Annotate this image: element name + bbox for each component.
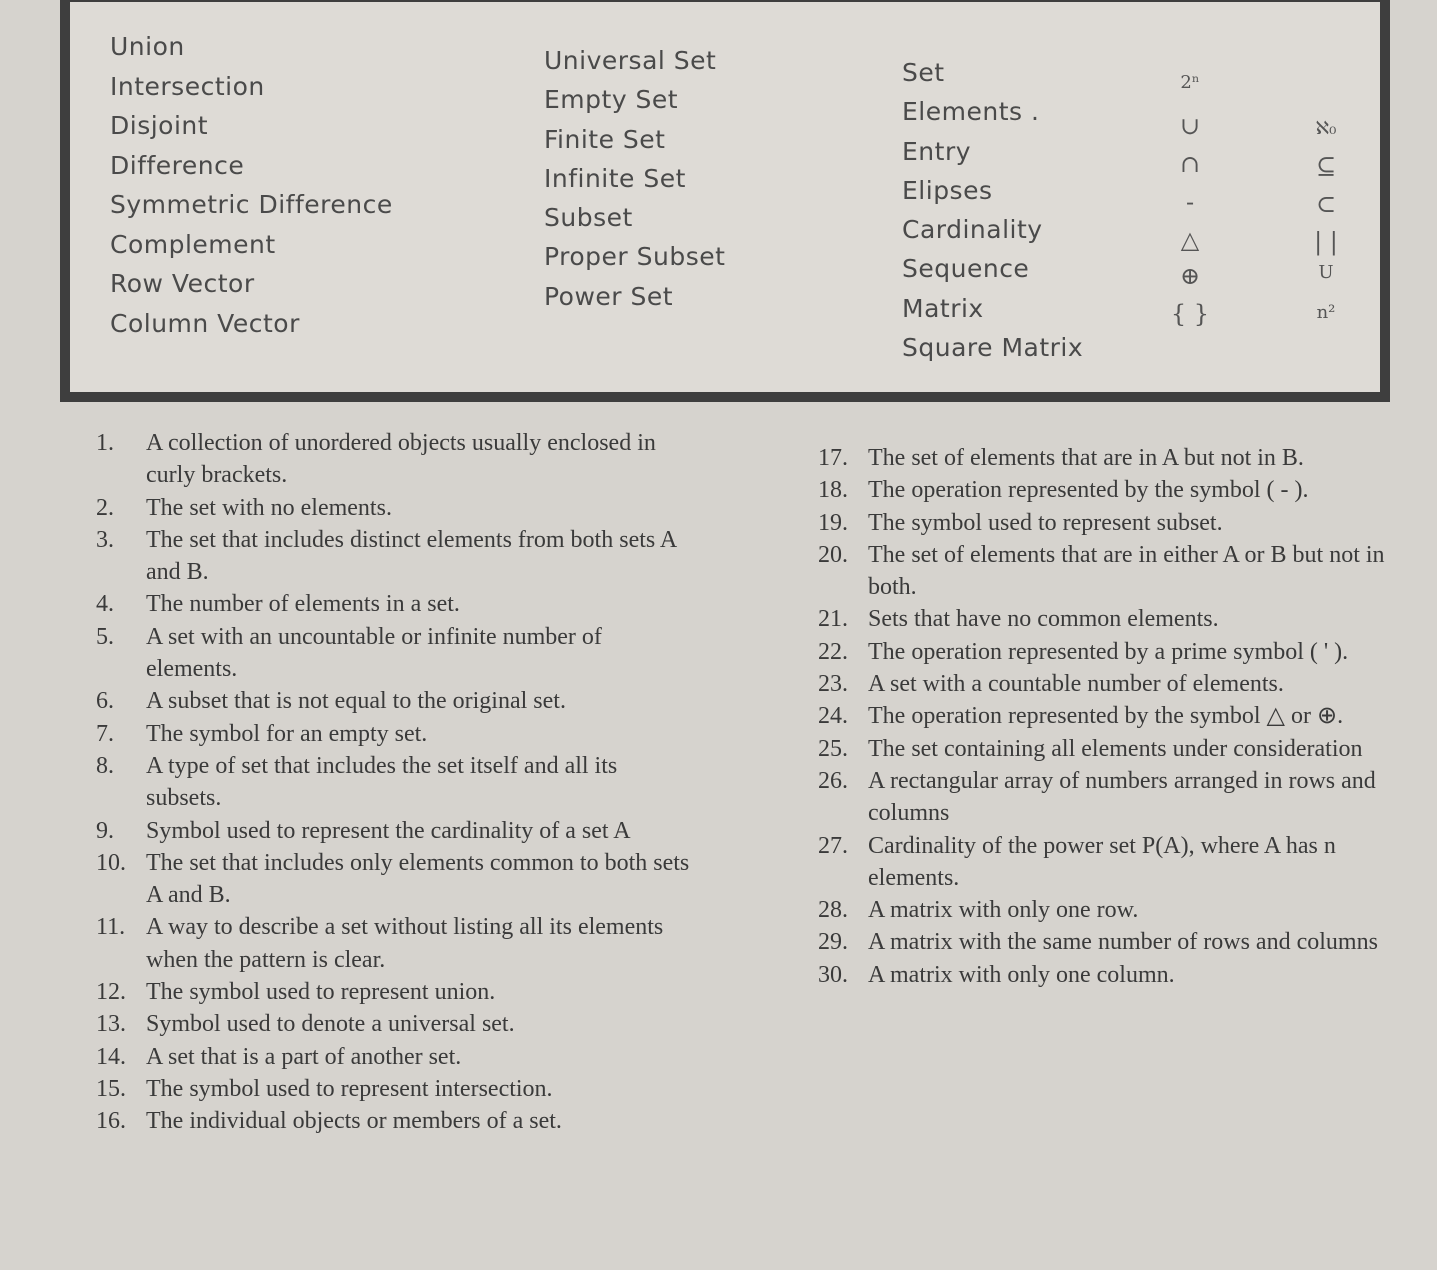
question-number: 1.	[96, 430, 114, 456]
question-text: Sets that have no common elements.	[868, 606, 1219, 633]
question-item	[96, 1041, 696, 1073]
question-item	[96, 847, 696, 912]
question-number: 28.	[818, 897, 848, 924]
question-text: A type of set that includes the set itself and all its subsets.	[146, 752, 618, 812]
intersection-symbol: ∩	[1179, 150, 1201, 178]
question-number: 18.	[818, 477, 848, 504]
questions-left-column	[96, 427, 696, 1138]
question-number: 22.	[818, 638, 848, 665]
word-bank-term: Proper Subset	[544, 242, 726, 272]
question-item	[818, 830, 1398, 895]
triangle-symbol: △	[1180, 226, 1200, 254]
question-number: 10.	[96, 849, 126, 876]
question-item	[818, 442, 1398, 474]
question-item	[96, 1073, 696, 1105]
question-text: A set that is a part of another set.	[146, 1043, 462, 1070]
word-bank-term: Column Vector	[110, 308, 300, 338]
question-number: 15.	[96, 1075, 126, 1102]
word-bank-term: Symmetric Difference	[110, 190, 393, 219]
question-number: 4.	[96, 591, 114, 618]
question-text: A set with an uncountable or infinite number of elements.	[146, 623, 602, 683]
question-item	[818, 668, 1398, 700]
question-item	[96, 718, 696, 750]
question-text: The individual objects or members of a set.	[146, 1108, 562, 1135]
question-number: 27.	[818, 832, 848, 859]
question-number: 20.	[818, 541, 848, 568]
question-number: 16.	[96, 1108, 126, 1135]
question-text: The operation represented by a prime symbol ( ' ).	[868, 638, 1349, 665]
question-text: A subset that is not equal to the original set.	[146, 688, 566, 715]
question-item	[96, 524, 696, 589]
question-item	[96, 815, 696, 847]
question-text: The operation represented by the symbol △ or ⊕.	[868, 703, 1344, 730]
circled-plus-symbol: ⊕	[1179, 262, 1201, 290]
word-bank-term: Difference	[110, 150, 245, 180]
question-number: 29.	[818, 929, 848, 956]
word-bank-column-2	[544, 46, 725, 321]
word-bank-term: Union	[110, 32, 185, 61]
question-text: A way to describe a set without listing all its elements when the pattern is clear.	[146, 914, 664, 973]
question-text: The set of elements that are in either A or B but not in both.	[868, 541, 1385, 601]
question-text: The set that includes distinct elements from both sets A and B.	[146, 526, 676, 586]
question-item	[818, 926, 1398, 958]
question-number: 8.	[96, 752, 114, 779]
question-item	[96, 621, 696, 686]
question-text: The symbol used to represent intersection.	[146, 1075, 553, 1102]
word-bank-term: Matrix	[902, 293, 984, 323]
word-bank-term: Row Vector	[110, 269, 255, 298]
question-text: Symbol used to denote a universal set.	[146, 1011, 515, 1038]
question-item	[96, 750, 696, 815]
question-item	[96, 976, 696, 1008]
question-number: 19.	[818, 509, 848, 536]
question-text: The set containing all elements under consideration	[868, 735, 1363, 762]
question-number: 7.	[96, 720, 114, 747]
subset-equal-symbol: ⊆	[1315, 152, 1337, 180]
question-item	[818, 507, 1398, 539]
word-bank-box	[60, 0, 1390, 402]
question-text: The symbol for an empty set.	[146, 720, 428, 747]
question-text: A collection of unordered objects usually enclosed in curly brackets.	[146, 430, 656, 489]
question-number: 3.	[96, 526, 114, 553]
question-text: The symbol used to represent union.	[146, 979, 496, 1006]
word-bank-term: Cardinality	[902, 215, 1043, 245]
question-text: The symbol used to represent subset.	[868, 509, 1223, 536]
question-item	[818, 700, 1398, 732]
word-bank-term: Finite Set	[544, 124, 666, 154]
question-text: The set that includes only elements common to both sets A and B.	[146, 849, 690, 909]
question-text: The set with no elements.	[146, 494, 392, 521]
question-number: 11.	[96, 914, 126, 941]
question-number: 14.	[96, 1043, 126, 1070]
word-bank-term: Sequence	[902, 254, 1030, 284]
word-bank-term: Infinite Set	[544, 163, 686, 193]
word-bank-term: Square Matrix	[902, 333, 1084, 363]
question-number: 24.	[818, 703, 848, 730]
question-text: The number of elements in a set.	[146, 591, 460, 618]
word-bank-term: Elipses	[902, 175, 993, 205]
question-text: A matrix with the same number of rows and columns	[868, 929, 1378, 956]
word-bank-term: Elements .	[902, 97, 1040, 127]
question-number: 5.	[96, 623, 114, 650]
question-number: 21.	[818, 606, 848, 633]
question-text: The set of elements that are in A but not in B.	[868, 445, 1304, 471]
difference-symbol: -	[1185, 188, 1195, 216]
question-number: 2.	[96, 494, 114, 521]
question-number: 9.	[96, 817, 114, 844]
question-text: Cardinality of the power set P(A), where A has n elements.	[868, 832, 1336, 891]
question-item	[96, 1008, 696, 1040]
question-text: Symbol used to represent the cardinality of a set A	[146, 817, 631, 844]
question-number: 23.	[818, 671, 848, 698]
question-item	[818, 959, 1398, 991]
question-text: A matrix with only one column.	[868, 961, 1175, 988]
word-bank-term: Complement	[110, 229, 276, 259]
question-item	[96, 492, 696, 524]
question-item	[96, 427, 696, 492]
curly-brackets-symbol: { }	[1170, 300, 1210, 328]
questions-right-column	[818, 442, 1398, 991]
question-item	[96, 685, 696, 717]
question-item	[818, 474, 1398, 506]
question-number: 17.	[818, 445, 848, 471]
word-bank-term: Empty Set	[544, 85, 679, 115]
question-number: 26.	[818, 767, 848, 794]
question-item	[96, 1105, 696, 1137]
union-symbol: ∪	[1179, 112, 1201, 140]
word-bank-term: Disjoint	[110, 111, 209, 140]
word-bank-column-1	[110, 32, 393, 348]
question-text: The operation represented by the symbol ( - ).	[868, 477, 1309, 504]
question-number: 25.	[818, 735, 848, 762]
power-set-symbol: 2ⁿ	[1180, 72, 1200, 93]
n-squared-symbol: n²	[1316, 302, 1336, 323]
question-item	[96, 911, 696, 976]
aleph-null-symbol: ℵ₀	[1315, 118, 1337, 139]
question-item	[818, 894, 1398, 926]
universal-set-symbol: U	[1318, 262, 1334, 283]
question-item	[818, 636, 1398, 668]
question-text: A rectangular array of numbers arranged in rows and columns	[868, 767, 1376, 827]
question-number: 12.	[96, 979, 126, 1006]
word-bank-term: Intersection	[110, 71, 265, 101]
question-number: 6.	[96, 688, 114, 715]
word-bank-term: Entry	[902, 136, 972, 166]
question-item	[96, 588, 696, 620]
question-item	[818, 733, 1398, 765]
cardinality-bars-symbol: | |	[1314, 228, 1338, 256]
question-item	[818, 765, 1398, 830]
question-number: 30.	[818, 961, 848, 988]
question-text: A set with a countable number of elements.	[868, 671, 1284, 698]
word-bank-term: Set	[902, 58, 945, 87]
question-text: A matrix with only one row.	[868, 897, 1139, 924]
proper-subset-symbol: ⊂	[1315, 190, 1337, 218]
word-bank-term: Subset	[544, 203, 633, 233]
word-bank-term: Universal Set	[544, 46, 717, 75]
question-item	[818, 603, 1398, 635]
word-bank-term: Power Set	[544, 281, 674, 311]
question-number: 13.	[96, 1011, 126, 1038]
question-item	[818, 539, 1398, 604]
word-bank-column-3	[902, 58, 1083, 372]
